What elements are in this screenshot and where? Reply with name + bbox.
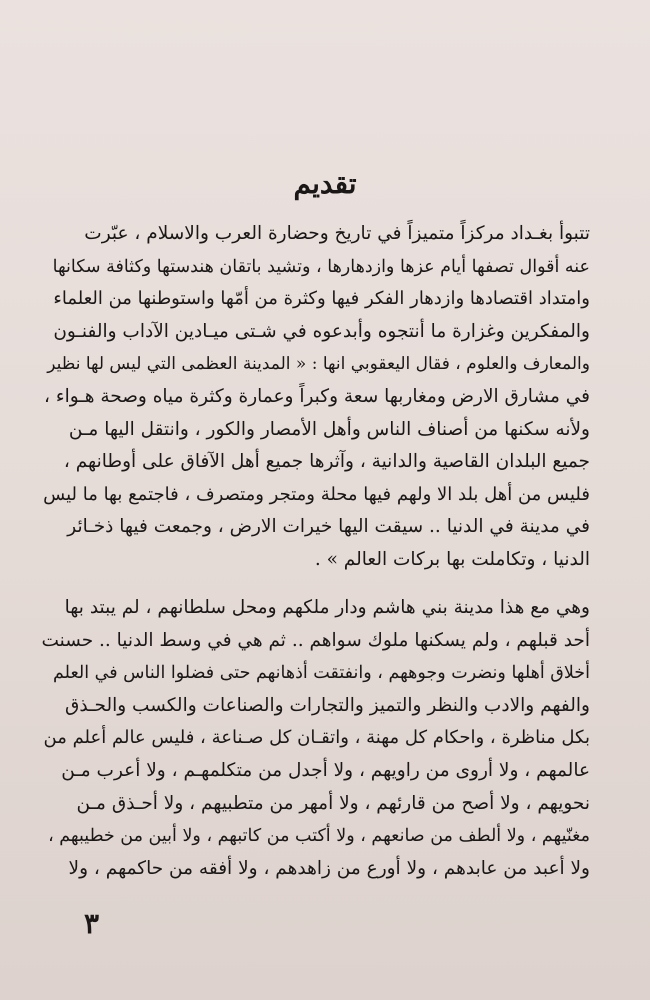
page-number: ٣	[84, 907, 100, 940]
text-line: ولا أعبد من عابدهم ، ولا أورع من زاهدهم ، ولا أفقه من حاكمهم ، ولا	[68, 857, 590, 879]
text-line: مغنّيهم ، ولا ألطف من صانعهم ، ولا أكتب من كاتبهم ، ولا أبين من خطيبهم ،	[48, 826, 590, 847]
text-line: في مشارق الارض ومغاربها سعة وكبراً وعمارة وكثرة مياه وصحة هـواء ،	[44, 385, 590, 407]
text-line: جميع البلدان القاصية والدانية ، وآثرها جميع أهل الآفاق على أوطانهم ،	[63, 451, 590, 473]
text-line: في مدينة في الدنيا .. سيقت اليها خيرات الارض ، وجمعت فيها ذخـائر	[67, 516, 590, 538]
text-line: تتبوأ بغـداد مركزاً متميزاً في تاريخ وحضارة العرب والاسلام ، عبّرت	[84, 223, 590, 244]
text-line: عنه أقوال تصفها أيام عزها وازدهارها ، وتشيد باتقان هندستها وكثافة سكانها	[52, 256, 590, 277]
text-line: بكل مناظرة ، واحكام كل مهنة ، واتقـان كل صـناعة ، فليس عالم أعلم من	[43, 727, 590, 749]
text-line: نحويهم ، ولا أصح من قارئهم ، ولا أمهر من متطبيهم ، ولا أحـذق مـن	[76, 792, 590, 814]
text-line: ولأنه سكنها من أصناف الناس وأهل الأمصار والكور ، وانتقل اليها مـن	[68, 418, 590, 440]
text-line: أحد قبلهم ، ولم يسكنها ملوك سواهم .. ثم هي في وسط الدنيا .. حسنت	[41, 629, 590, 651]
text-line: وهي مع هذا مدينة بني هاشم ودار ملكهم ومحل سلطانهم ، لم يبتد بها	[64, 597, 590, 618]
text-line: والمفكرين وغزارة ما أنتجوه وأبدعوه في شـتى ميـادين الآداب والفنـون	[53, 320, 590, 342]
text-line: الدنيا ، وتكاملت بها بركات العالم » .	[314, 548, 590, 570]
text-line: أخلاق أهلها ونضرت وجوههم ، وانفتقت أذهانهم حتى فضلوا الناس في العلم	[53, 663, 590, 684]
text-line: فليس من أهل بلد الا ولهم فيها محلة ومتجر ومتصرف ، فاجتمع بها ما ليس	[43, 483, 590, 505]
text-line: والفهم والادب والنظر والتميز والتجارات والصناعات والكسب والحـذق	[65, 694, 590, 716]
text-line: والمعارف والعلوم ، فقال اليعقوبي انها : « المدينة العظمى التي ليس لها نظير	[47, 354, 590, 375]
paragraph-1	[40, 218, 590, 577]
page-title: تقديم	[293, 167, 357, 200]
paragraph-2	[40, 592, 590, 885]
text-line: عالمهم ، ولا أروى من راويهم ، ولا أجدل من متكلمهـم ، ولا أعرب مـن	[61, 759, 590, 781]
text-line: وامتداد اقتصادها وازدهار الفكر فيها وكثرة من أمّها واستوطنها من العلماء	[53, 288, 590, 310]
